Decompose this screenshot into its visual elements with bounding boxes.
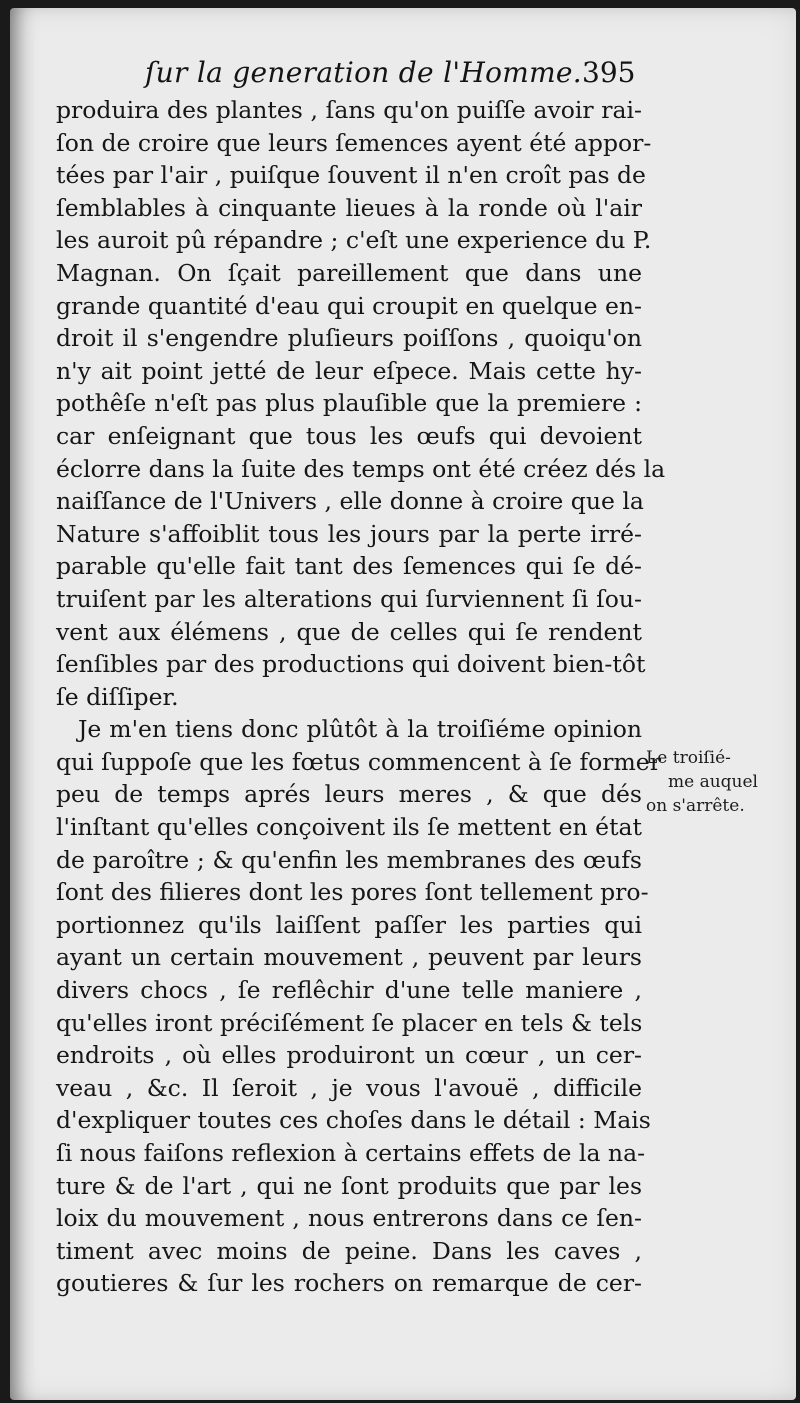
text-line: truiſent par les alterations qui ſurviennent ſi ſou- <box>56 584 642 613</box>
text-line: n'y ait point jetté de leur eſpece. Mais cette hy- <box>56 356 642 385</box>
text-line: ayant un certain mouvement , peuvent par leurs <box>56 943 642 972</box>
text-line: goutieres & ſur les rochers on remarque de cer- <box>56 1269 642 1298</box>
text-line: droit il s'engendre pluſieurs poiſſons , quoiqu'on <box>56 324 642 353</box>
running-head: ſur la generation de l'Homme. <box>145 56 582 89</box>
margin-note <box>646 746 766 818</box>
text-line: tées par l'air , puiſque ſouvent il n'en croît pas de <box>56 161 646 190</box>
text-line: naiſſance de l'Univers , elle donne à croire que la <box>56 487 644 516</box>
text-line: ſemblables à cinquante lieues à la ronde où l'air <box>56 193 642 222</box>
text-line: ture & de l'art , qui ne ſont produits que par les <box>56 1171 642 1200</box>
text-line: éclorre dans la ſuite des temps ont été créez dés la <box>56 454 666 483</box>
text-line: de paroître ; & qu'enfin les membranes des œufs <box>56 845 642 874</box>
text-line: timent avec moins de peine. Dans les caves , <box>56 1236 642 1265</box>
text-line: ſi nous faiſons reflexion à certains effets de la na- <box>56 1139 646 1167</box>
text-line: grande quantité d'eau qui croupit en quelque en- <box>56 291 642 320</box>
text-line: l'inſtant qu'elles conçoivent ils ſe mettent en état <box>56 813 642 842</box>
text-line: portionnez qu'ils laiſſent paſſer les parties qui <box>56 910 642 939</box>
text-line: parable qu'elle fait tant des ſemences qui ſe dé- <box>56 552 642 581</box>
text-line: qui ſuppoſe que les fœtus commencent à ſe former <box>56 747 661 776</box>
book-page <box>10 8 796 1400</box>
text-line: ſenſibles par des productions qui doivent bien-tôt <box>56 650 646 679</box>
margin-note-line: me auquel <box>668 772 758 792</box>
page-number: 395 <box>582 56 636 89</box>
text-line: divers chocs , ſe reflêchir d'une telle maniere , <box>56 976 642 1005</box>
text-line: Je m'en tiens donc plûtôt à la troiſiéme opinion <box>78 715 642 744</box>
text-line: produira des plantes , ſans qu'on puiſſe avoir rai- <box>56 96 642 124</box>
text-line: Nature s'affoiblit tous les jours par la perte irré- <box>56 519 642 548</box>
paragraph-1 <box>56 94 666 713</box>
text-line: vent aux élémens , que de celles qui ſe rendent <box>56 617 642 646</box>
text-line: veau , &c. Il ſeroit , je vous l'avouë , difficile <box>56 1073 642 1102</box>
text-line: peu de temps aprés leurs meres , & que dés <box>56 780 642 809</box>
text-line: qu'elles iront préciſément ſe placer en tels & tels <box>56 1008 643 1037</box>
body-text <box>56 94 666 1300</box>
text-line: loix du mouvement , nous entrerons dans ce ſen- <box>56 1204 642 1233</box>
text-line: car enſeignant que tous les œufs qui devoient <box>56 421 642 450</box>
margin-note-line: Le troiſié- <box>646 748 731 768</box>
text-line: endroits , où elles produiront un cœur , un cer- <box>56 1041 642 1070</box>
text-line: ſon de croire que leurs ſemences ayent été appor- <box>56 128 652 157</box>
margin-note-line: on s'arrête. <box>646 796 745 816</box>
text-line: ſont des filieres dont les pores ſont tellement pro- <box>56 878 649 907</box>
paragraph-2 <box>56 713 661 1300</box>
text-line: d'expliquer toutes ces choſes dans le détail : Mais <box>56 1106 651 1135</box>
text-line: pothêſe n'eſt pas plus plauſible que la premiere : <box>56 389 642 418</box>
text-line: les auroit pû répandre ; c'eſt une experience du P. <box>56 226 652 255</box>
text-line: Magnan. On ſçait pareillement que dans une <box>56 258 642 287</box>
text-line: ſe diſſiper. <box>56 682 179 711</box>
